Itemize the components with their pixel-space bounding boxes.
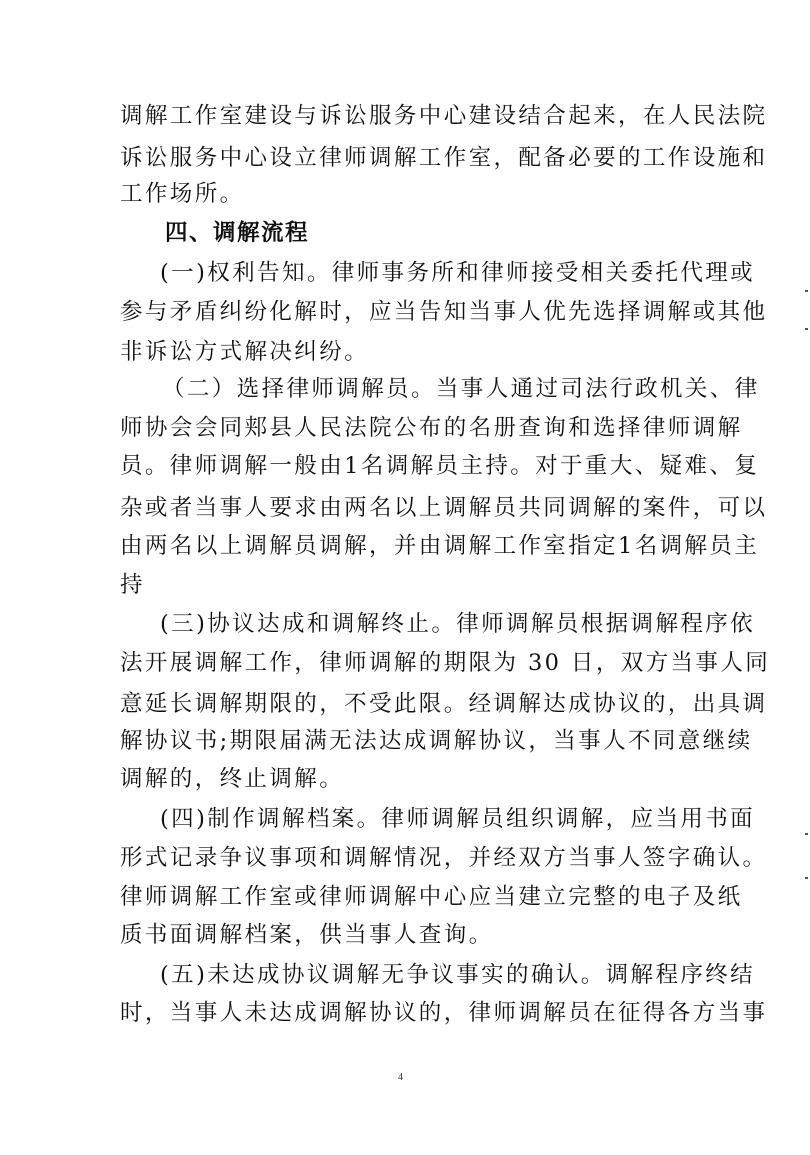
body-line: (一)权利告知。律师事务所和律师接受相关委托代理或 (160, 260, 756, 286)
body-line: (三)协议达成和调解终止。律师调解员根据调解程序依 (160, 611, 756, 637)
body-line: 质书面调解档案，供当事人查询。 (120, 922, 494, 948)
body-line: (四)制作调解档案。律师调解员组织调解，应当用书面 (160, 806, 756, 832)
body-line: 调解的，终止调解。 (120, 766, 345, 792)
page-number: 4 (398, 1072, 403, 1083)
body-line: 持 (120, 572, 145, 598)
body-line: 法开展调解工作，律师调解的期限为 30 日，双方当事人同 (120, 650, 771, 676)
body-line: 师协会会同郏县人民法院公布的名册查询和选择律师调解 (120, 415, 743, 441)
body-line: 意延长调解期限的，不受此限。经调解达成协议的，出具调 (120, 691, 768, 717)
body-line: 杂或者当事人要求由两名以上调解员共同调解的案件，可以 (120, 495, 768, 521)
body-line: (五)未达成协议调解无争议事实的确认。调解程序终结 (160, 962, 756, 988)
scan-edge-mark (805, 833, 808, 835)
body-line: 调解工作室建设与诉讼服务中心建设结合起来，在人民法院 (120, 103, 768, 129)
scan-edge-mark (805, 328, 808, 330)
body-line: 参与矛盾纠纷化解时，应当告知当事人优先选择调解或其他 (120, 299, 768, 325)
body-line: 员。律师调解一般由1名调解员主持。对于重大、疑难、复 (120, 453, 760, 479)
body-line: 律师调解工作室或律师调解中心应当建立完整的电子及纸 (120, 884, 743, 910)
scan-edge-mark (805, 877, 808, 879)
body-line: 工作场所。 (120, 181, 245, 207)
body-line: 时，当事人未达成调解协议的，律师调解员在征得各方当事 (120, 1000, 768, 1026)
body-line: 解协议书;期限届满无法达成调解协议，当事人不同意继续 (120, 728, 753, 754)
body-line: 诉讼服务中心设立律师调解工作室，配备必要的工作设施和 (120, 145, 768, 171)
body-line: （二）选择律师调解员。当事人通过司法行政机关、律 (162, 376, 760, 402)
scan-edge-mark (805, 290, 808, 292)
section-heading: 四、调解流程 (165, 220, 310, 246)
body-line: 形式记录争议事项和调解情况，并经双方当事人签字确认。 (120, 845, 768, 871)
body-line: 非诉讼方式解决纠纷。 (120, 339, 370, 365)
body-line: 由两名以上调解员调解，并由调解工作室指定1名调解员主 (120, 533, 760, 559)
